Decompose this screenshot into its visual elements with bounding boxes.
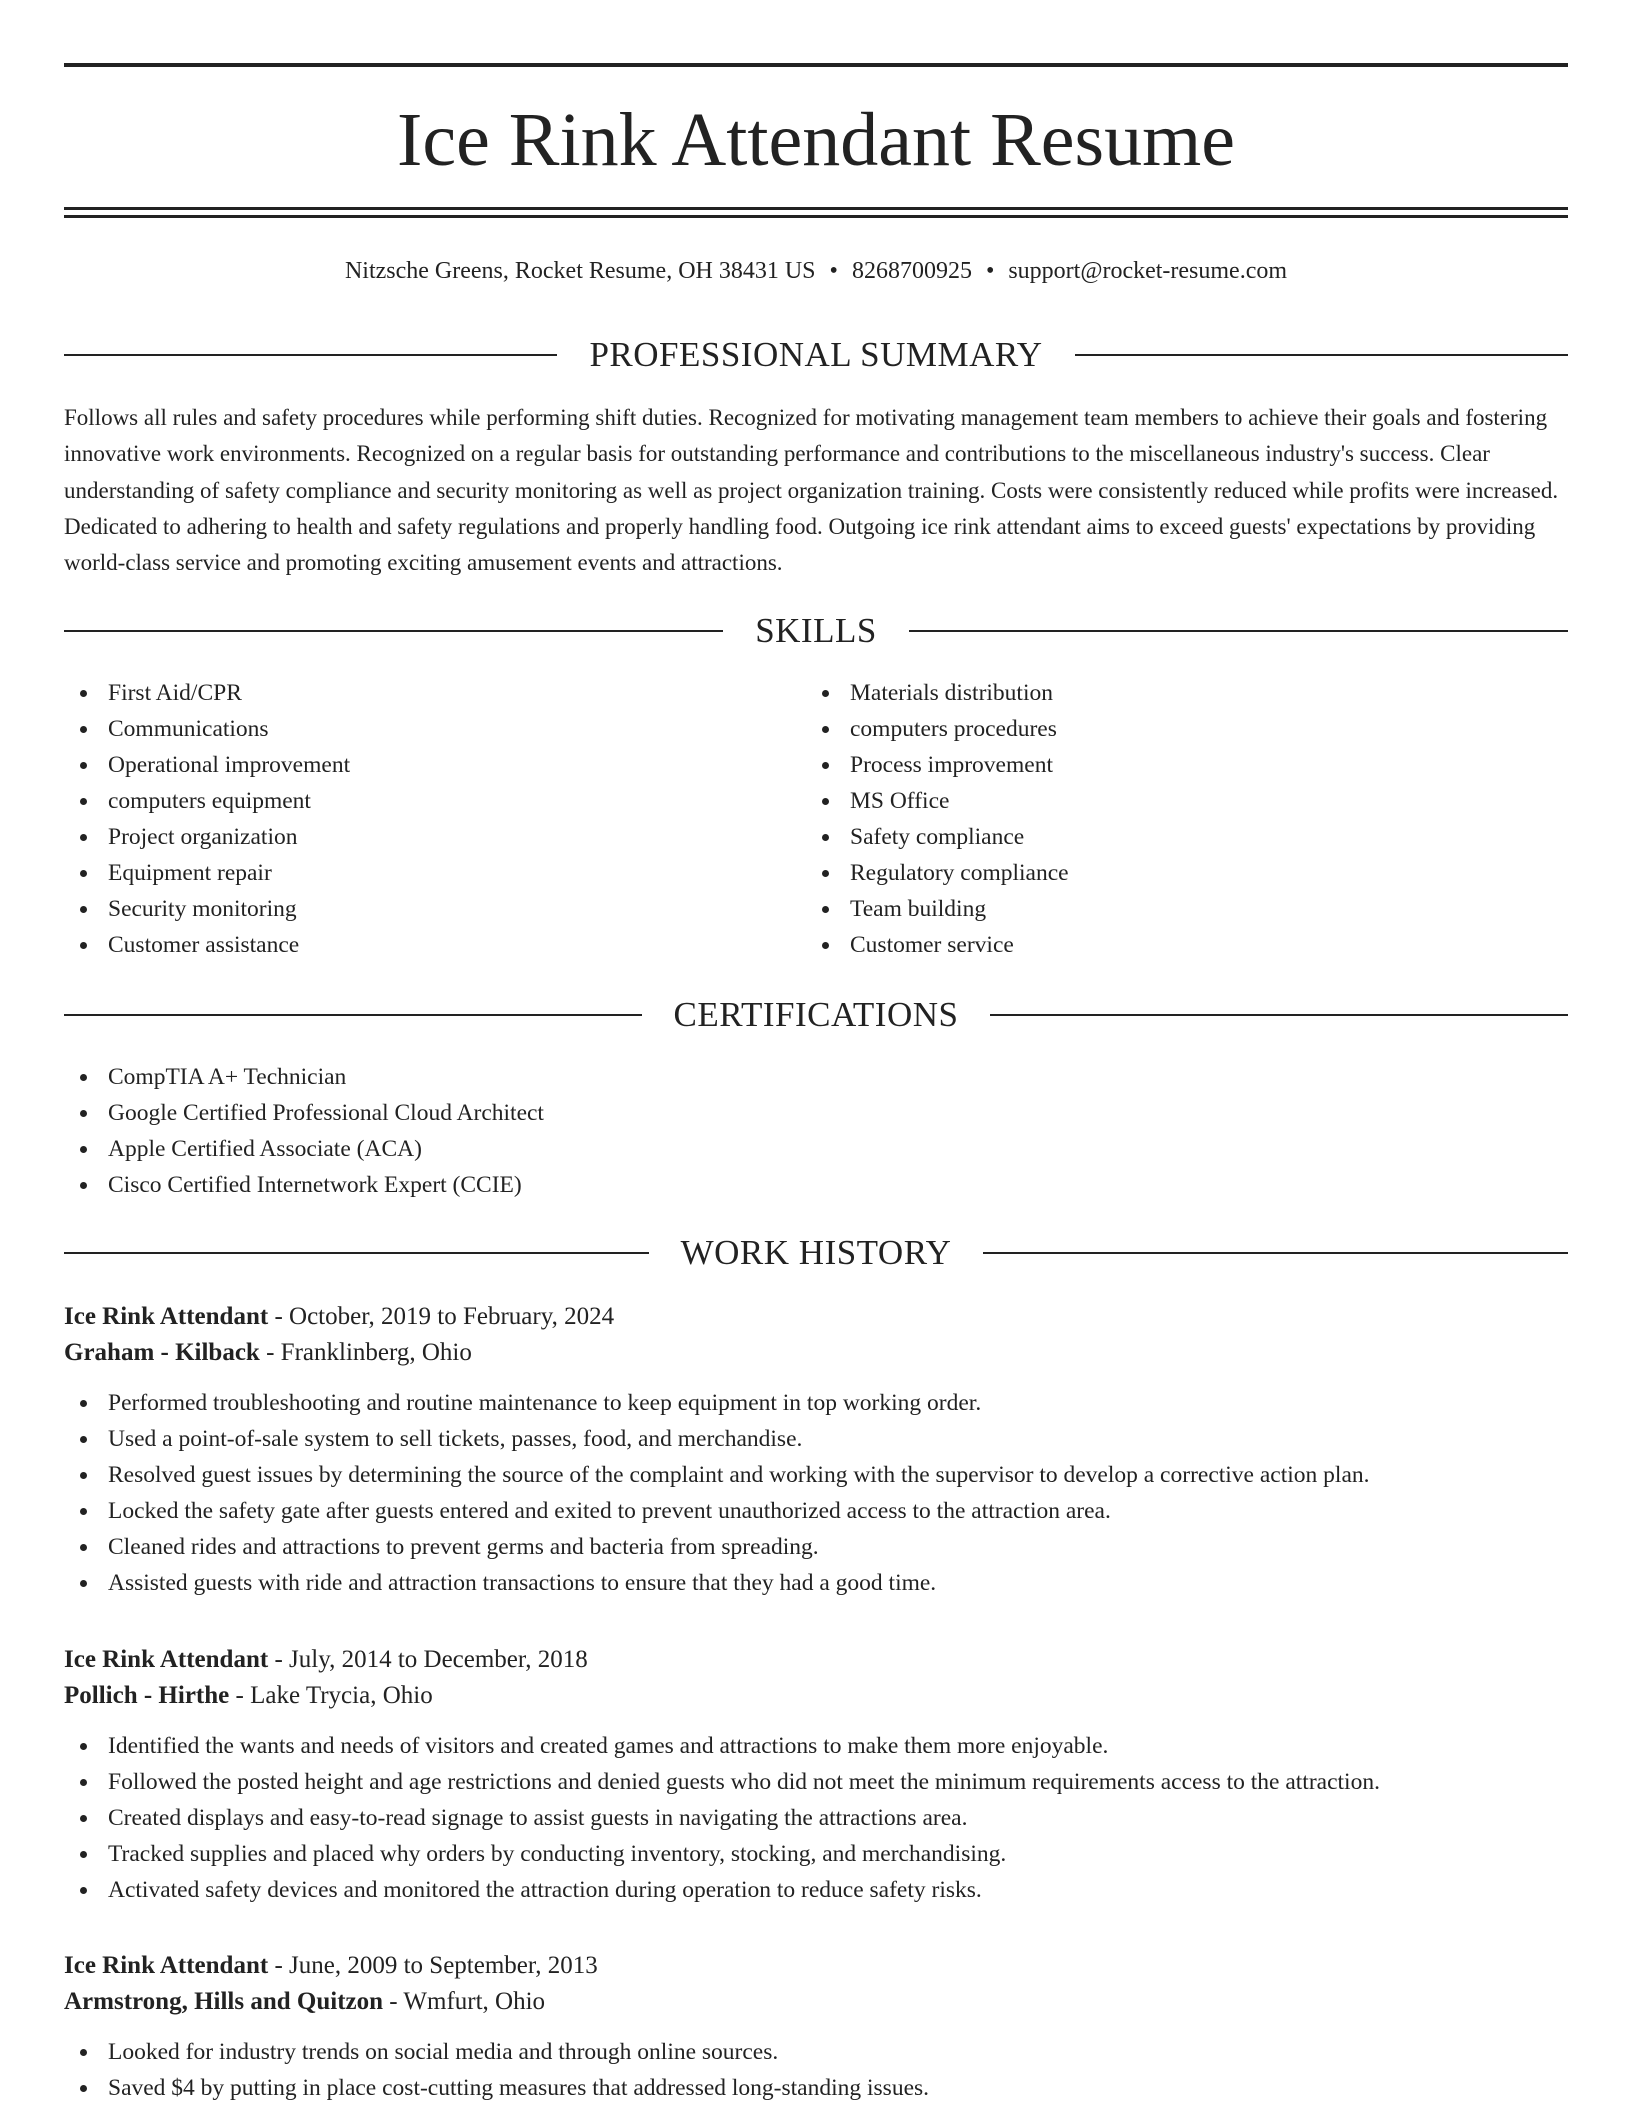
skill-item: Regulatory compliance [806, 855, 1506, 891]
job-location: - Franklinberg, Ohio [259, 1339, 472, 1366]
contact-address: Nitzsche Greens, Rocket Resume, OH 38431 US [344, 258, 816, 284]
heading-rule-left [64, 630, 723, 632]
job-bullet: Identified the wants and needs of visitors and created games and attractions to make them more enjoyable. [64, 1728, 1568, 1764]
skill-item: Operational improvement [64, 747, 764, 783]
skills-heading [64, 611, 1568, 651]
job-company: Armstrong, Hills and Quitzon [64, 1988, 384, 2015]
skills-heading-label: SKILLS [755, 611, 877, 650]
heading-rule-left [64, 354, 557, 356]
skill-item: computers procedures [806, 711, 1506, 747]
job-company: Graham - Kilback [64, 1339, 260, 1366]
job-location: - Wmfurt, Ohio [383, 1988, 546, 2015]
skill-item: Project organization [64, 819, 764, 855]
job-bullet: Resolved guest issues by determining the source of the complaint and working with the supervisor to develop a corrective action plan. [64, 1457, 1568, 1493]
job-company-line [64, 1984, 1568, 2020]
summary-heading-label: PROFESSIONAL SUMMARY [589, 335, 1043, 374]
contact-separator: • [985, 258, 995, 284]
certification-item: Google Certified Professional Cloud Architect [64, 1095, 1564, 1131]
heading-rule-right [909, 630, 1568, 632]
certifications-heading-label: CERTIFICATIONS [673, 995, 959, 1034]
skill-item: Safety compliance [806, 819, 1506, 855]
work-history-heading-label: WORK HISTORY [680, 1233, 952, 1272]
job-bullet: Performed troubleshooting and routine maintenance to keep equipment in top working order. [64, 1385, 1568, 1421]
skill-item: MS Office [806, 783, 1506, 819]
skill-item: computers equipment [64, 783, 764, 819]
job-bullet: Looked for industry trends on social media and through online sources. [64, 2034, 1568, 2070]
job-bullets [64, 2034, 1568, 2106]
job-title-line [64, 1948, 1568, 1984]
skill-item: Materials distribution [806, 675, 1506, 711]
heading-rule-right [1075, 354, 1568, 356]
skill-item: Team building [806, 891, 1506, 927]
skill-item: Customer service [806, 927, 1506, 963]
contact-phone: 8268700925 [851, 258, 972, 284]
summary-text: Follows all rules and safety procedures while performing shift duties. Recognized for motivating management team members to achieve their goals and fostering innovative work environments. Recognized on a regular basis for outstanding performance and contributions to the miscellaneous industry's success. Clear understanding of safety compliance and security monitoring as well as project organization training. Costs were consistently reduced while profits were increased. Dedicated to adhering to health and safety regulations and properly handling food. Outgoing ice rink attendant aims to exceed guests' expectations by providing world-class service and promoting exciting amusement events and attractions. [64, 405, 1559, 576]
job-entry [64, 1948, 1568, 2106]
skills-list-left [64, 675, 764, 963]
certification-item: CompTIA A+ Technician [64, 1059, 1564, 1095]
job-bullet: Followed the posted height and age restrictions and denied guests who did not meet the minimum requirements access to the attraction. [64, 1764, 1568, 1800]
contact-separator: • [829, 258, 838, 284]
job-location: - Lake Trycia, Ohio [229, 1682, 433, 1709]
certification-item: Cisco Certified Internetwork Expert (CCIE) [64, 1167, 1564, 1203]
job-bullet: Created displays and easy-to-read signage to assist guests in navigating the attractions area. [64, 1800, 1568, 1836]
heading-rule-left [64, 1252, 649, 1254]
job-title-line [64, 1299, 1568, 1335]
work-history-heading [64, 1233, 1568, 1273]
job-bullet: Saved $4 by putting in place cost-cutting measures that addressed long-standing issues. [64, 2070, 1568, 2106]
heading-rule-right [983, 1252, 1568, 1254]
certification-item: Apple Certified Associate (ACA) [64, 1131, 1564, 1167]
job-entry [64, 1299, 1568, 1601]
title-rule-upper [64, 207, 1568, 210]
job-role: Ice Rink Attendant [64, 1646, 269, 1673]
skills-list-right [806, 675, 1506, 963]
certifications-list [64, 1059, 1564, 1203]
title-rule-lower [64, 215, 1568, 218]
heading-rule-right [990, 1014, 1568, 1016]
skill-item: First Aid/CPR [64, 675, 764, 711]
top-rule [64, 63, 1568, 67]
job-bullets [64, 1728, 1568, 1908]
skill-item: Process improvement [806, 747, 1506, 783]
job-title-line [64, 1642, 1568, 1678]
job-company-line [64, 1678, 1568, 1714]
skill-item: Customer assistance [64, 927, 764, 963]
contact-line [64, 256, 1568, 286]
job-dates: - July, 2014 to December, 2018 [268, 1646, 588, 1673]
job-dates: - June, 2009 to September, 2013 [268, 1952, 598, 1979]
job-bullet: Activated safety devices and monitored the attraction during operation to reduce safety risks. [64, 1872, 1568, 1908]
job-entry [64, 1642, 1568, 1908]
skill-item: Communications [64, 711, 764, 747]
job-bullet: Tracked supplies and placed why orders by conducting inventory, stocking, and merchandising. [64, 1836, 1568, 1872]
job-company-line [64, 1335, 1568, 1371]
skill-item: Security monitoring [64, 891, 764, 927]
job-company: Pollich - Hirthe [64, 1682, 230, 1709]
job-bullets [64, 1385, 1568, 1601]
job-bullet: Assisted guests with ride and attraction transactions to ensure that they had a good time. [64, 1565, 1568, 1601]
job-bullet: Locked the safety gate after guests entered and exited to prevent unauthorized access to the attraction area. [64, 1493, 1568, 1529]
skill-item: Equipment repair [64, 855, 764, 891]
job-bullet: Used a point-of-sale system to sell tickets, passes, food, and merchandise. [64, 1421, 1568, 1457]
job-dates: - October, 2019 to February, 2024 [268, 1303, 615, 1330]
heading-rule-left [64, 1014, 642, 1016]
resume-title: Ice Rink Attendant Resume [397, 98, 1235, 182]
job-role: Ice Rink Attendant [64, 1303, 269, 1330]
contact-email: support@rocket-resume.com [1008, 258, 1288, 284]
summary-heading [64, 335, 1568, 375]
certifications-heading [64, 995, 1568, 1035]
job-bullet: Cleaned rides and attractions to prevent germs and bacteria from spreading. [64, 1529, 1568, 1565]
job-role: Ice Rink Attendant [64, 1952, 269, 1979]
